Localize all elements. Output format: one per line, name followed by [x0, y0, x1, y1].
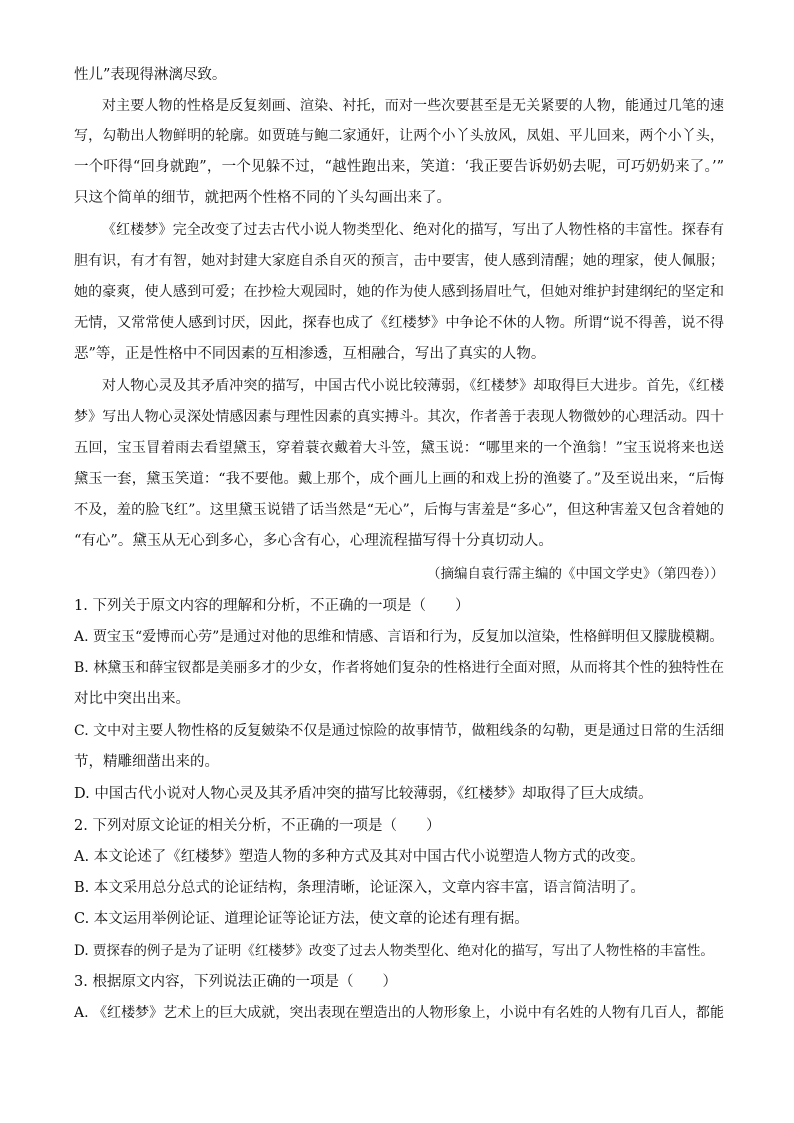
paragraph-line: 性儿”表现得淋漓尽致。 [74, 67, 227, 83]
paragraph-line: 一个吓得“回身就跑”，一个见躲不过，“越性跑出来，笑道：‘我正要告诉奶奶去呢，可巧奶奶来了。’” [74, 159, 724, 175]
option-c: C. 本文运用举例论证、道理论证等论证方法，使文章的论述有理有据。 [74, 911, 529, 927]
source-citation: （摘编自袁行霈主编的《中国文学史》（第四卷）） [427, 566, 724, 582]
option-c: C. 文中对主要人物性格的反复皴染不仅是通过惊险的故事情节，做粗线条的勾勒，更是通过日常的生活细 [74, 723, 724, 739]
paragraph-line: 她的豪爽，使人感到可爱；在抄检大观园时，她的作为使人感到扬眉吐气，但她对维护封建纲纪的坚定和 [74, 284, 724, 300]
option-a: A. 本文论述了《红楼梦》塑造人物的多种方式及其对中国古代小说塑造人物方式的改变。 [74, 849, 645, 865]
paragraph-line: “有心”。黛玉从无心到多心，多心含有心，心理流程描写得十分真切动人。 [74, 533, 553, 549]
paragraph-line: 不及，羞的脸飞红”。这里黛玉说错了话当然是“无心”，后悔与害羞是“多心”，但这种害羞又包含着她的 [74, 502, 724, 518]
paragraph-line: 《红楼梦》完全改变了过去古代小说人物类型化、绝对化的描写，写出了人物性格的丰富性。探春有 [102, 222, 724, 238]
question-stem: 1. 下列关于原文内容的理解和分析，不正确的一项是（ ） [74, 598, 470, 614]
paragraph-line: 恶”等，正是性格中不同因素的互相渗透，互相融合，写出了真实的人物。 [74, 346, 546, 362]
option-a: A. 《红楼梦》艺术上的巨大成就，突出表现在塑造出的人物形象上，小说中有名姓的人物有几百人，都能 [74, 1005, 724, 1021]
option-b-cont: 对比中突出出来。 [74, 691, 190, 707]
option-c-cont: 节，精雕细凿出来的。 [74, 754, 219, 770]
option-a: A. 贾宝玉“爱博而心劳”是通过对他的思维和情感、言语和行为，反复加以渲染，性格鲜明但又朦胧模糊。 [74, 629, 724, 645]
paragraph-line: 五回，宝玉冒着雨去看望黛玉，穿着蓑衣戴着大斗笠，黛玉说：“哪里来的一个渔翁！”宝玉说将来也送 [74, 440, 724, 456]
paragraph-line: 梦》写出人物心灵深处情感因素与理性因素的真实搏斗。其次，作者善于表现人物微妙的心理活动。四十 [74, 409, 724, 425]
paragraph-line: 胆有识，有才有智，她对封建大家庭自杀自灭的预言，击中要害，使人感到清醒；她的理家，使人佩服； [74, 253, 724, 269]
paragraph-line: 只这个简单的细节，就把两个性格不同的丫头勾画出来了。 [74, 190, 451, 206]
option-d: D. 贾探春的例子是为了证明《红楼梦》改变了过去人物类型化、绝对化的描写，写出了人物性格的丰富性。 [74, 943, 714, 959]
option-d: D. 中国古代小说对人物心灵及其矛盾冲突的描写比较薄弱，《红楼梦》却取得了巨大成绩。 [74, 786, 653, 802]
paragraph-line: 对主要人物的性格是反复刻画、渲染、衬托，而对一些次要甚至是无关紧要的人物，能通过几笔的速 [102, 98, 724, 114]
paragraph-line: 写，勾勒出人物鲜明的轮廓。如贾琏与鲍二家通奸，让两个小丫头放风，凤姐、平儿回来，两个小丫头， [74, 128, 724, 144]
question-stem: 2. 下列对原文论证的相关分析，不正确的一项是（ ） [74, 818, 441, 834]
paragraph-line: 无情，又常常使人感到讨厌，因此，探春也成了《红楼梦》中争论不休的人物。所谓“说不得善，说不得 [74, 315, 724, 331]
paragraph-line: 黛玉一套，黛玉笑道：“我不要他。戴上那个，成个画儿上画的和戏上扮的渔婆了。”及至说出来，“后悔 [74, 471, 724, 487]
option-b: B. 本文采用总分总式的论证结构，条理清晰，论证深入，文章内容丰富，语言简洁明了。 [74, 880, 645, 896]
question-stem: 3. 根据原文内容，下列说法正确的一项是（ ） [74, 974, 397, 990]
paragraph-line: 对人物心灵及其矛盾冲突的描写，中国古代小说比较薄弱，《红楼梦》却取得巨大进步。首先，《红楼 [102, 378, 724, 394]
option-b: B. 林黛玉和薛宝钗都是美丽多才的少女，作者将她们复杂的性格进行全面对照，从而将其个性的独特性在 [74, 660, 724, 676]
